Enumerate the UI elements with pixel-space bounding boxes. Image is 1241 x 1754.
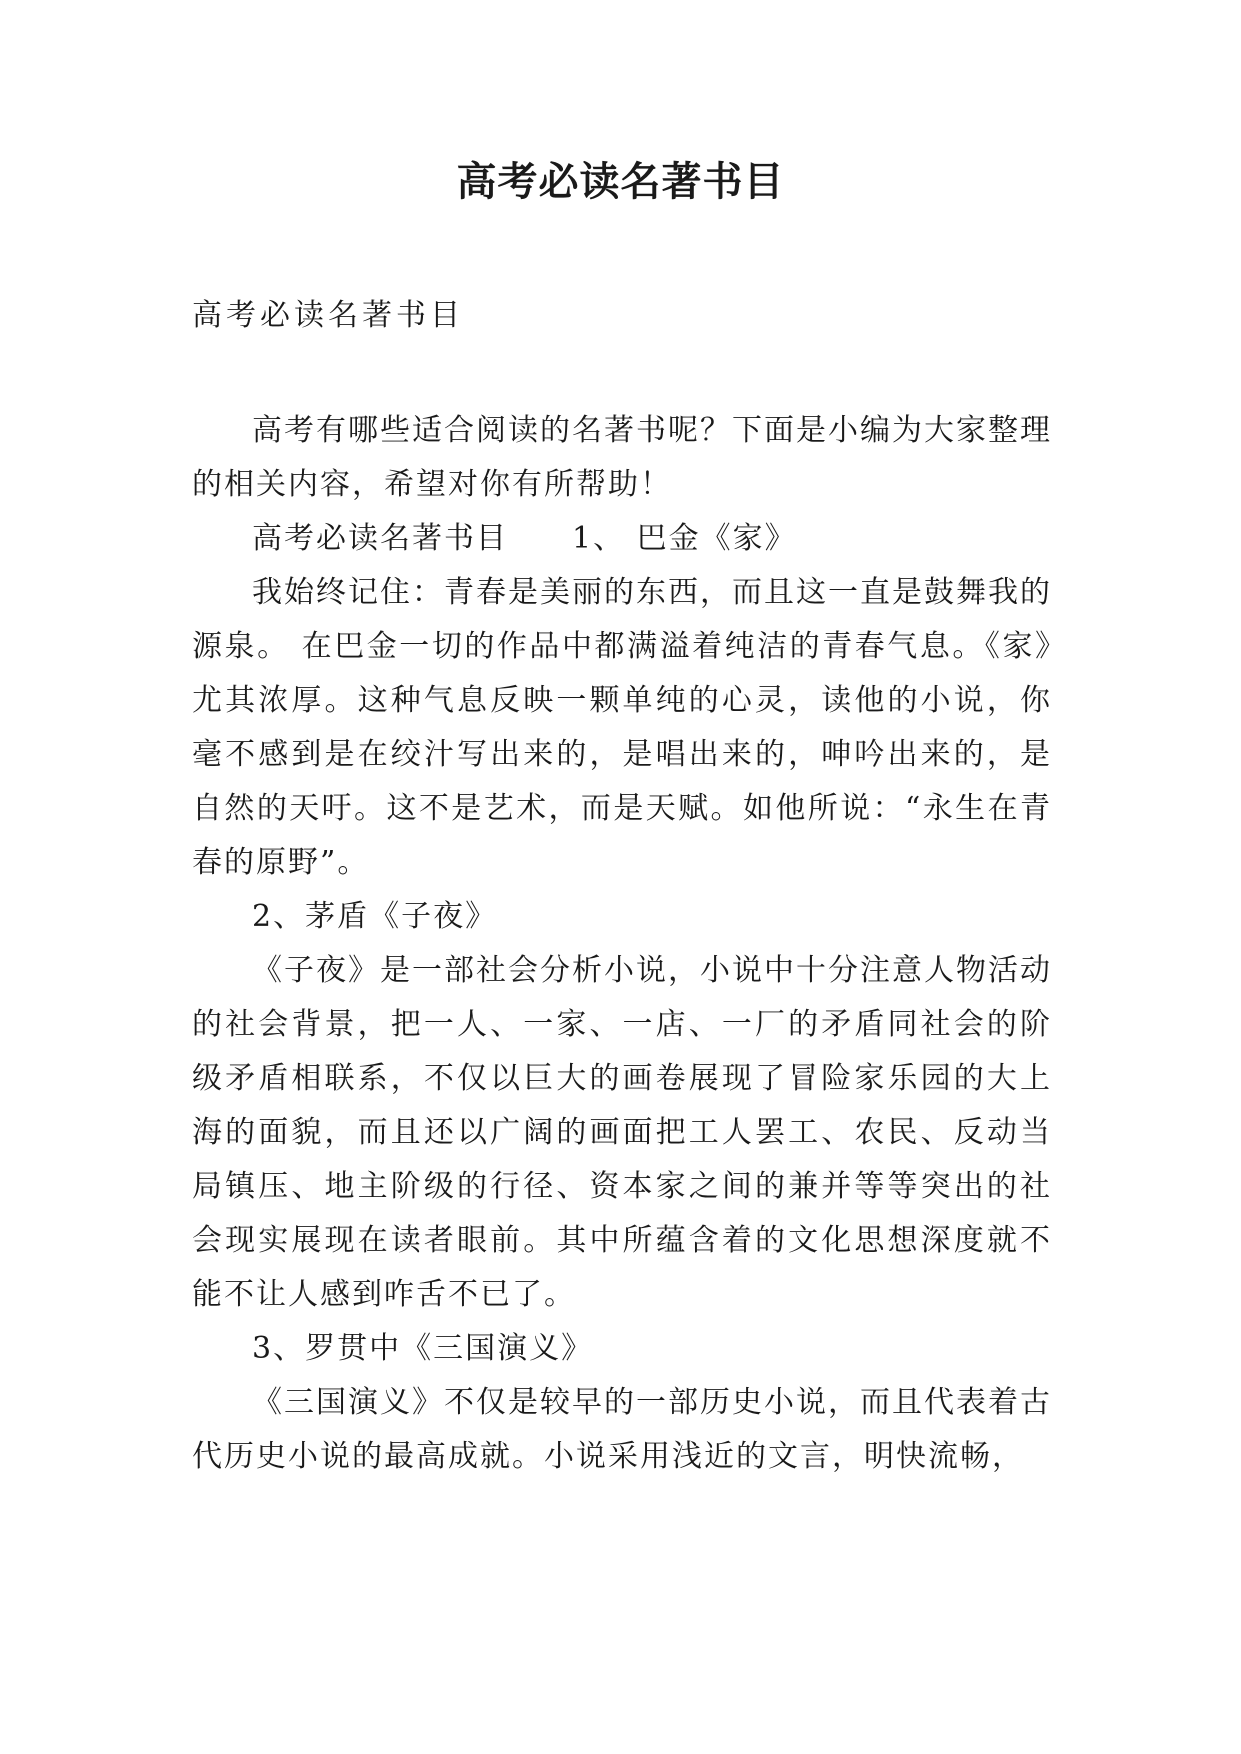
section-heading-2: 2、茅盾《子夜》 [252,899,498,934]
paragraph-sanguo: 《三国演义》不仅是较早的一部历史小说，而且代表着古代历史小说的最高成就。小说采用浅近的文言，明快流畅， [192,1385,1052,1474]
paragraph-ziye: 《子夜》是一部社会分析小说，小说中十分注意人物活动的社会背景，把一人、一家、一店、一厂的矛盾同社会的阶级矛盾相联系，不仅以巨大的画卷展现了冒险家乐园的大上海的面貌，而且还以广阔的画面把工人罢工、农民、反动当局镇压、地主阶级的行径、资本家之间的兼并等等突出的社会现实展现在读者眼前。其中所蕴含着的文化思想深度就不能不让人感到咋舌不已了。 [192,953,1052,1312]
document-title: 高考必读名著书目 [456,158,785,205]
section-heading-3: 3、罗贯中《三国演义》 [252,1331,594,1366]
document-body [192,404,1052,1484]
paragraph-jia: 我始终记住：青春是美丽的东西，而且这一直是鼓舞我的源泉。 在巴金一切的作品中都满溢着纯洁的青春气息。《家》尤其浓厚。这种气息反映一颗单纯的心灵，读他的小说，你毫不感到是在绞汁写出来的，是唱出来的，呻吟出来的，是自然的天吁。这不是艺术，而是天赋。如他所说：“永生在青春的原野”。 [192,575,1052,880]
section-heading-1: 高考必读名著书目 1、 巴金《家》 [252,521,797,556]
intro-paragraph: 高考有哪些适合阅读的名著书呢？下面是小编为大家整理的相关内容，希望对你有所帮助！ [192,413,1052,502]
document-subtitle: 高考必读名著书目 [192,298,464,333]
